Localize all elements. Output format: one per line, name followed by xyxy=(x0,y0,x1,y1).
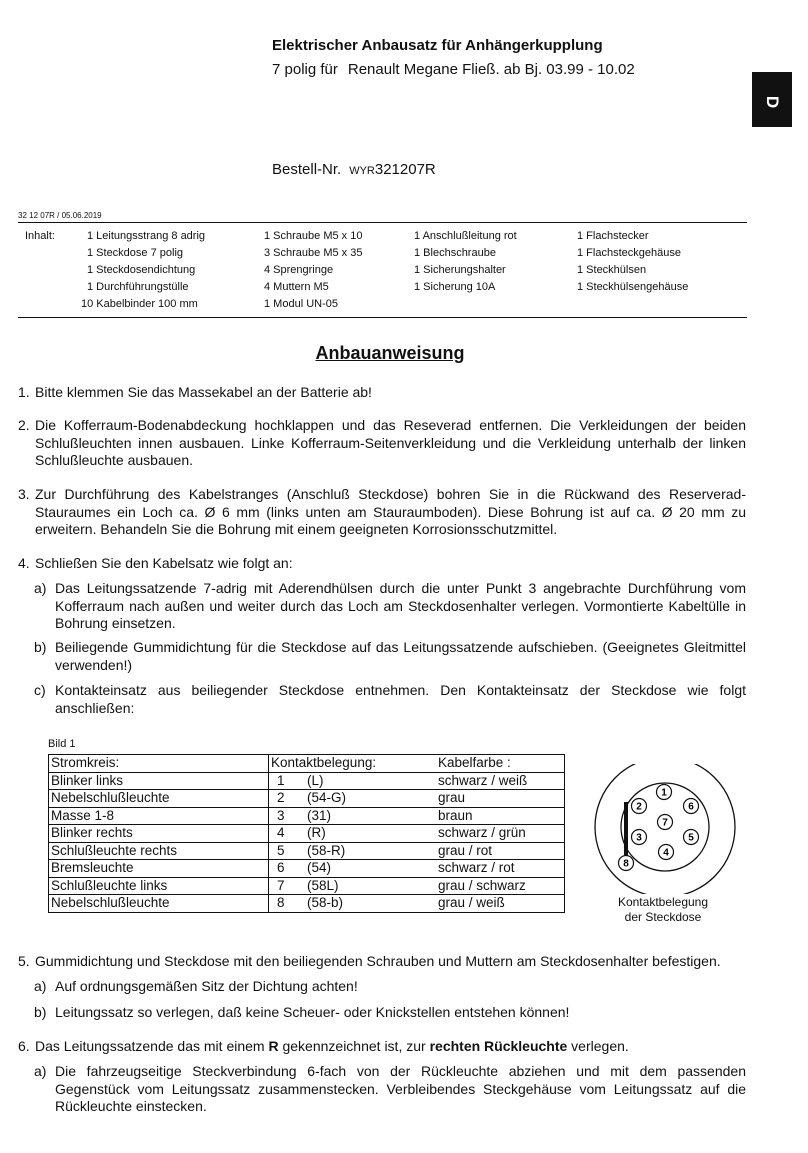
socket-pin-1-label: 1 xyxy=(661,787,667,799)
socket-pin-5-label: 5 xyxy=(688,832,694,844)
contents-item: 1 Blechschraube xyxy=(414,247,496,259)
substep-letter: b) xyxy=(34,639,47,655)
table-header-row xyxy=(49,755,565,773)
contents-column-3 xyxy=(414,230,517,298)
pin-number: 2 xyxy=(277,790,285,806)
contents-item: 1 Flachstecker xyxy=(577,230,649,242)
step6-text-pre: Das Leitungssatzende das mit einem xyxy=(35,1038,269,1054)
contents-item: 1 Steckdosendichtung xyxy=(87,264,196,276)
contents-item: 1 Anschlußleitung rot xyxy=(414,230,517,242)
instructions-heading: Anbauanweisung xyxy=(315,343,465,363)
figure-label: Bild 1 xyxy=(48,738,76,750)
step6-bold-target: rechten Rückleuchte xyxy=(429,1038,568,1054)
pin-cell xyxy=(269,842,437,860)
step-4 xyxy=(18,555,746,573)
pin-cell xyxy=(269,772,437,790)
contents-item: 1 Schraube M5 x 10 xyxy=(264,230,363,242)
step6-bold-marker: R xyxy=(268,1038,279,1054)
substep-letter: a) xyxy=(34,580,47,596)
contents-column-4 xyxy=(577,230,688,298)
step-4b xyxy=(34,639,746,674)
pin-cell xyxy=(269,860,437,878)
step-6a xyxy=(34,1063,746,1116)
caption-line-1: Kontaktbelegung xyxy=(617,895,709,909)
divider-top xyxy=(18,222,747,223)
step-2 xyxy=(18,417,746,470)
header-color: Kabelfarbe : xyxy=(436,755,565,773)
step-number: 2. xyxy=(18,417,30,433)
pin-code: (R) xyxy=(307,825,326,841)
contents-column-2 xyxy=(264,230,362,315)
circuit-cell: Bremsleuchte xyxy=(49,860,269,878)
step-5a xyxy=(34,978,746,996)
pin-code: (58-R) xyxy=(307,842,346,858)
pin-code: (31) xyxy=(307,807,332,823)
step-number: 3. xyxy=(18,486,30,502)
circuit-cell: Nebelschlußleuchte xyxy=(49,790,269,808)
substep-text: Die fahrzeugseitige Steckverbindung 6-fach von der Rückleuchte abziehen und mit dem passenden Gegenstück vom Leitungssatz zusammenstecken. Verbleibendes Steckgehäuse vom Leitungssatz auf die Rückleuchte einstecken. xyxy=(55,1063,746,1114)
circuit-cell: Blinker links xyxy=(49,772,269,790)
language-tab xyxy=(752,72,792,127)
step-number: 5. xyxy=(18,953,30,969)
contents-item: 10 Kabelbinder 100 mm xyxy=(81,298,198,310)
color-cell: braun xyxy=(436,807,565,825)
table-row xyxy=(49,860,565,878)
contents-item: 1 Sicherungshalter xyxy=(414,264,506,276)
contents-item: 1 Steckhülsen xyxy=(577,264,647,276)
language-tab-letter: D xyxy=(763,95,782,109)
pin-code: (58-b) xyxy=(307,895,344,911)
socket-pin-7-label: 7 xyxy=(662,817,668,829)
order-prefix: WYR xyxy=(349,165,375,177)
wiring-table xyxy=(48,754,565,913)
step-number: 4. xyxy=(18,555,30,571)
substep-text: Das Leitungssatzende 7-adrig mit Aderendhülsen durch die unter Punkt 3 angebrachte Durchführung vom Kofferraum nach außen und weiter durch das Loch am Steckdosenhalter verlegen. Vormontierte Kabeltülle in Bohrung einsetzen. xyxy=(55,580,746,631)
color-cell: grau / schwarz xyxy=(436,877,565,895)
substep-text: Leitungssatz so verlegen, daß keine Scheuer- oder Knickstellen entstehen können! xyxy=(55,1004,570,1020)
contents-item: 1 Steckdose 7 polig xyxy=(87,247,184,259)
color-cell: grau xyxy=(436,790,565,808)
contents-item: 4 Sprengringe xyxy=(264,264,334,276)
pin-cell xyxy=(269,790,437,808)
socket-caption xyxy=(598,895,728,925)
pin-cell xyxy=(269,895,437,913)
header-circuit: Stromkreis: xyxy=(49,755,269,773)
pin-number: 6 xyxy=(277,860,285,876)
circuit-cell: Nebelschlußleuchte xyxy=(49,895,269,913)
table-row xyxy=(49,877,565,895)
substep-letter: b) xyxy=(34,1004,47,1020)
socket-diagram xyxy=(594,764,738,894)
substep-text: Beiliegende Gummidichtung für die Steckdose auf das Leitungssatzende aufschieben. (Geeignetes Gleitmittel verwenden!) xyxy=(55,639,746,673)
order-number xyxy=(272,161,436,178)
socket-pin-4-label: 4 xyxy=(663,847,669,859)
pin-cell xyxy=(269,807,437,825)
step6-text-mid: gekennzeichnet ist, zur xyxy=(278,1038,430,1054)
substep-text: Kontakteinsatz aus beiliegender Steckdose entnehmen. Den Kontakteinsatz der Steckdose wie folgt anschließen: xyxy=(55,682,746,716)
pin-number: 3 xyxy=(277,807,285,823)
step-4a xyxy=(34,580,746,633)
contents-item: 1 Steckhülsengehäuse xyxy=(577,281,689,293)
substep-letter: a) xyxy=(34,1063,47,1079)
ground-bar xyxy=(624,802,628,858)
subtitle-vehicle: Renault Megane Fließ. ab Bj. 03.99 - 10.02 xyxy=(347,61,635,78)
step-text: Bitte klemmen Sie das Massekabel an der Batterie ab! xyxy=(35,384,372,400)
divider-bottom xyxy=(18,317,747,318)
circuit-cell: Schlußleuchte rechts xyxy=(49,842,269,860)
contents-item: 1 Flachsteckgehäuse xyxy=(577,247,681,259)
step-number: 1. xyxy=(18,384,30,400)
order-label: Bestell-Nr. xyxy=(272,161,342,178)
step-1 xyxy=(18,384,746,402)
table-row xyxy=(49,842,565,860)
table-row xyxy=(49,807,565,825)
step-text: Zur Durchführung des Kabelstranges (Anschluß Steckdose) bohren Sie in die Rückwand des Reserverad-Stauraumes ein Loch ca. Ø 6 mm (links unten am Stauraumboden). Diese Bohrung ist auf ca. Ø 20 mm zu erweitern. Behandeln Sie die Bohrung mit einem geeigneten Korrosionsschutzmittel. xyxy=(35,486,746,537)
pin-number: 4 xyxy=(277,825,285,841)
header-pin: Kontaktbelegung: xyxy=(269,755,437,773)
circuit-cell: Blinker rechts xyxy=(49,825,269,843)
subtitle-prefix: 7 polig für xyxy=(272,61,338,78)
document-reference: 32 12 07R / 05.06.2019 xyxy=(18,211,102,220)
socket-pin-6-label: 6 xyxy=(688,801,694,813)
step-text: Die Kofferraum-Bodenabdeckung hochklappen und das Reseverad entfernen. Die Verkleidungen der beiden Schlußleuchten innen ausbauen. Linke Kofferraum-Seitenverkleidung und die Verkleidung unterhalb der linken Schlußleuchte ausbauen. xyxy=(35,417,746,468)
pin-number: 8 xyxy=(277,895,285,911)
pin-code: (58L) xyxy=(307,877,339,893)
step-number: 6. xyxy=(18,1038,30,1054)
substep-letter: c) xyxy=(34,682,46,698)
document-title: Elektrischer Anbausatz für Anhängerkupplung xyxy=(272,37,603,54)
pin-cell xyxy=(269,825,437,843)
caption-line-2: der Steckdose xyxy=(624,910,702,924)
step-5 xyxy=(18,953,746,971)
pin-cell xyxy=(269,877,437,895)
substep-letter: a) xyxy=(34,978,47,994)
circuit-cell: Masse 1-8 xyxy=(49,807,269,825)
step-3 xyxy=(18,486,746,539)
pin-number: 1 xyxy=(277,772,285,788)
step-4c xyxy=(34,682,746,717)
contents-column-1 xyxy=(81,230,206,315)
pin-code: (L) xyxy=(307,772,324,788)
socket-pin-3-label: 3 xyxy=(636,832,642,844)
contents-item: 1 Modul UN-05 xyxy=(264,298,338,310)
step-text: Schließen Sie den Kabelsatz wie folgt an: xyxy=(35,555,293,571)
contents-label: Inhalt: xyxy=(25,230,55,242)
color-cell: grau / rot xyxy=(436,842,565,860)
color-cell: schwarz / grün xyxy=(436,825,565,843)
table-row xyxy=(49,772,565,790)
contents-item: 1 Durchführungstülle xyxy=(87,281,189,293)
contents-item: 1 Leitungsstrang 8 adrig xyxy=(87,230,206,242)
order-value: 321207R xyxy=(374,161,436,178)
step-text: Gummidichtung und Steckdose mit den beiliegenden Schrauben und Muttern am Steckdosenhalter befestigen. xyxy=(35,953,721,969)
step-text xyxy=(35,1038,746,1056)
contents-item: 3 Schraube M5 x 35 xyxy=(264,247,363,259)
contents-item: 4 Muttern M5 xyxy=(264,281,329,293)
color-cell: schwarz / weiß xyxy=(436,772,565,790)
table-row xyxy=(49,790,565,808)
step-5b xyxy=(34,1004,746,1022)
pin-number: 7 xyxy=(277,877,285,893)
pin-code: (54) xyxy=(307,860,332,876)
pin-code: (54-G) xyxy=(307,790,347,806)
table-row xyxy=(49,895,565,913)
contents-item: 1 Sicherung 10A xyxy=(414,281,496,293)
substep-text: Auf ordnungsgemäßen Sitz der Dichtung achten! xyxy=(55,978,358,994)
step6-text-post: verlegen. xyxy=(567,1038,629,1054)
color-cell: grau / weiß xyxy=(436,895,565,913)
socket-pin-2-label: 2 xyxy=(636,801,642,813)
circuit-cell: Schlußleuchte links xyxy=(49,877,269,895)
socket-pin-8-label: 8 xyxy=(623,858,629,870)
color-cell: schwarz / rot xyxy=(436,860,565,878)
pin-number: 5 xyxy=(277,842,285,858)
document-subtitle xyxy=(272,61,635,78)
step-6 xyxy=(18,1038,746,1056)
table-row xyxy=(49,825,565,843)
